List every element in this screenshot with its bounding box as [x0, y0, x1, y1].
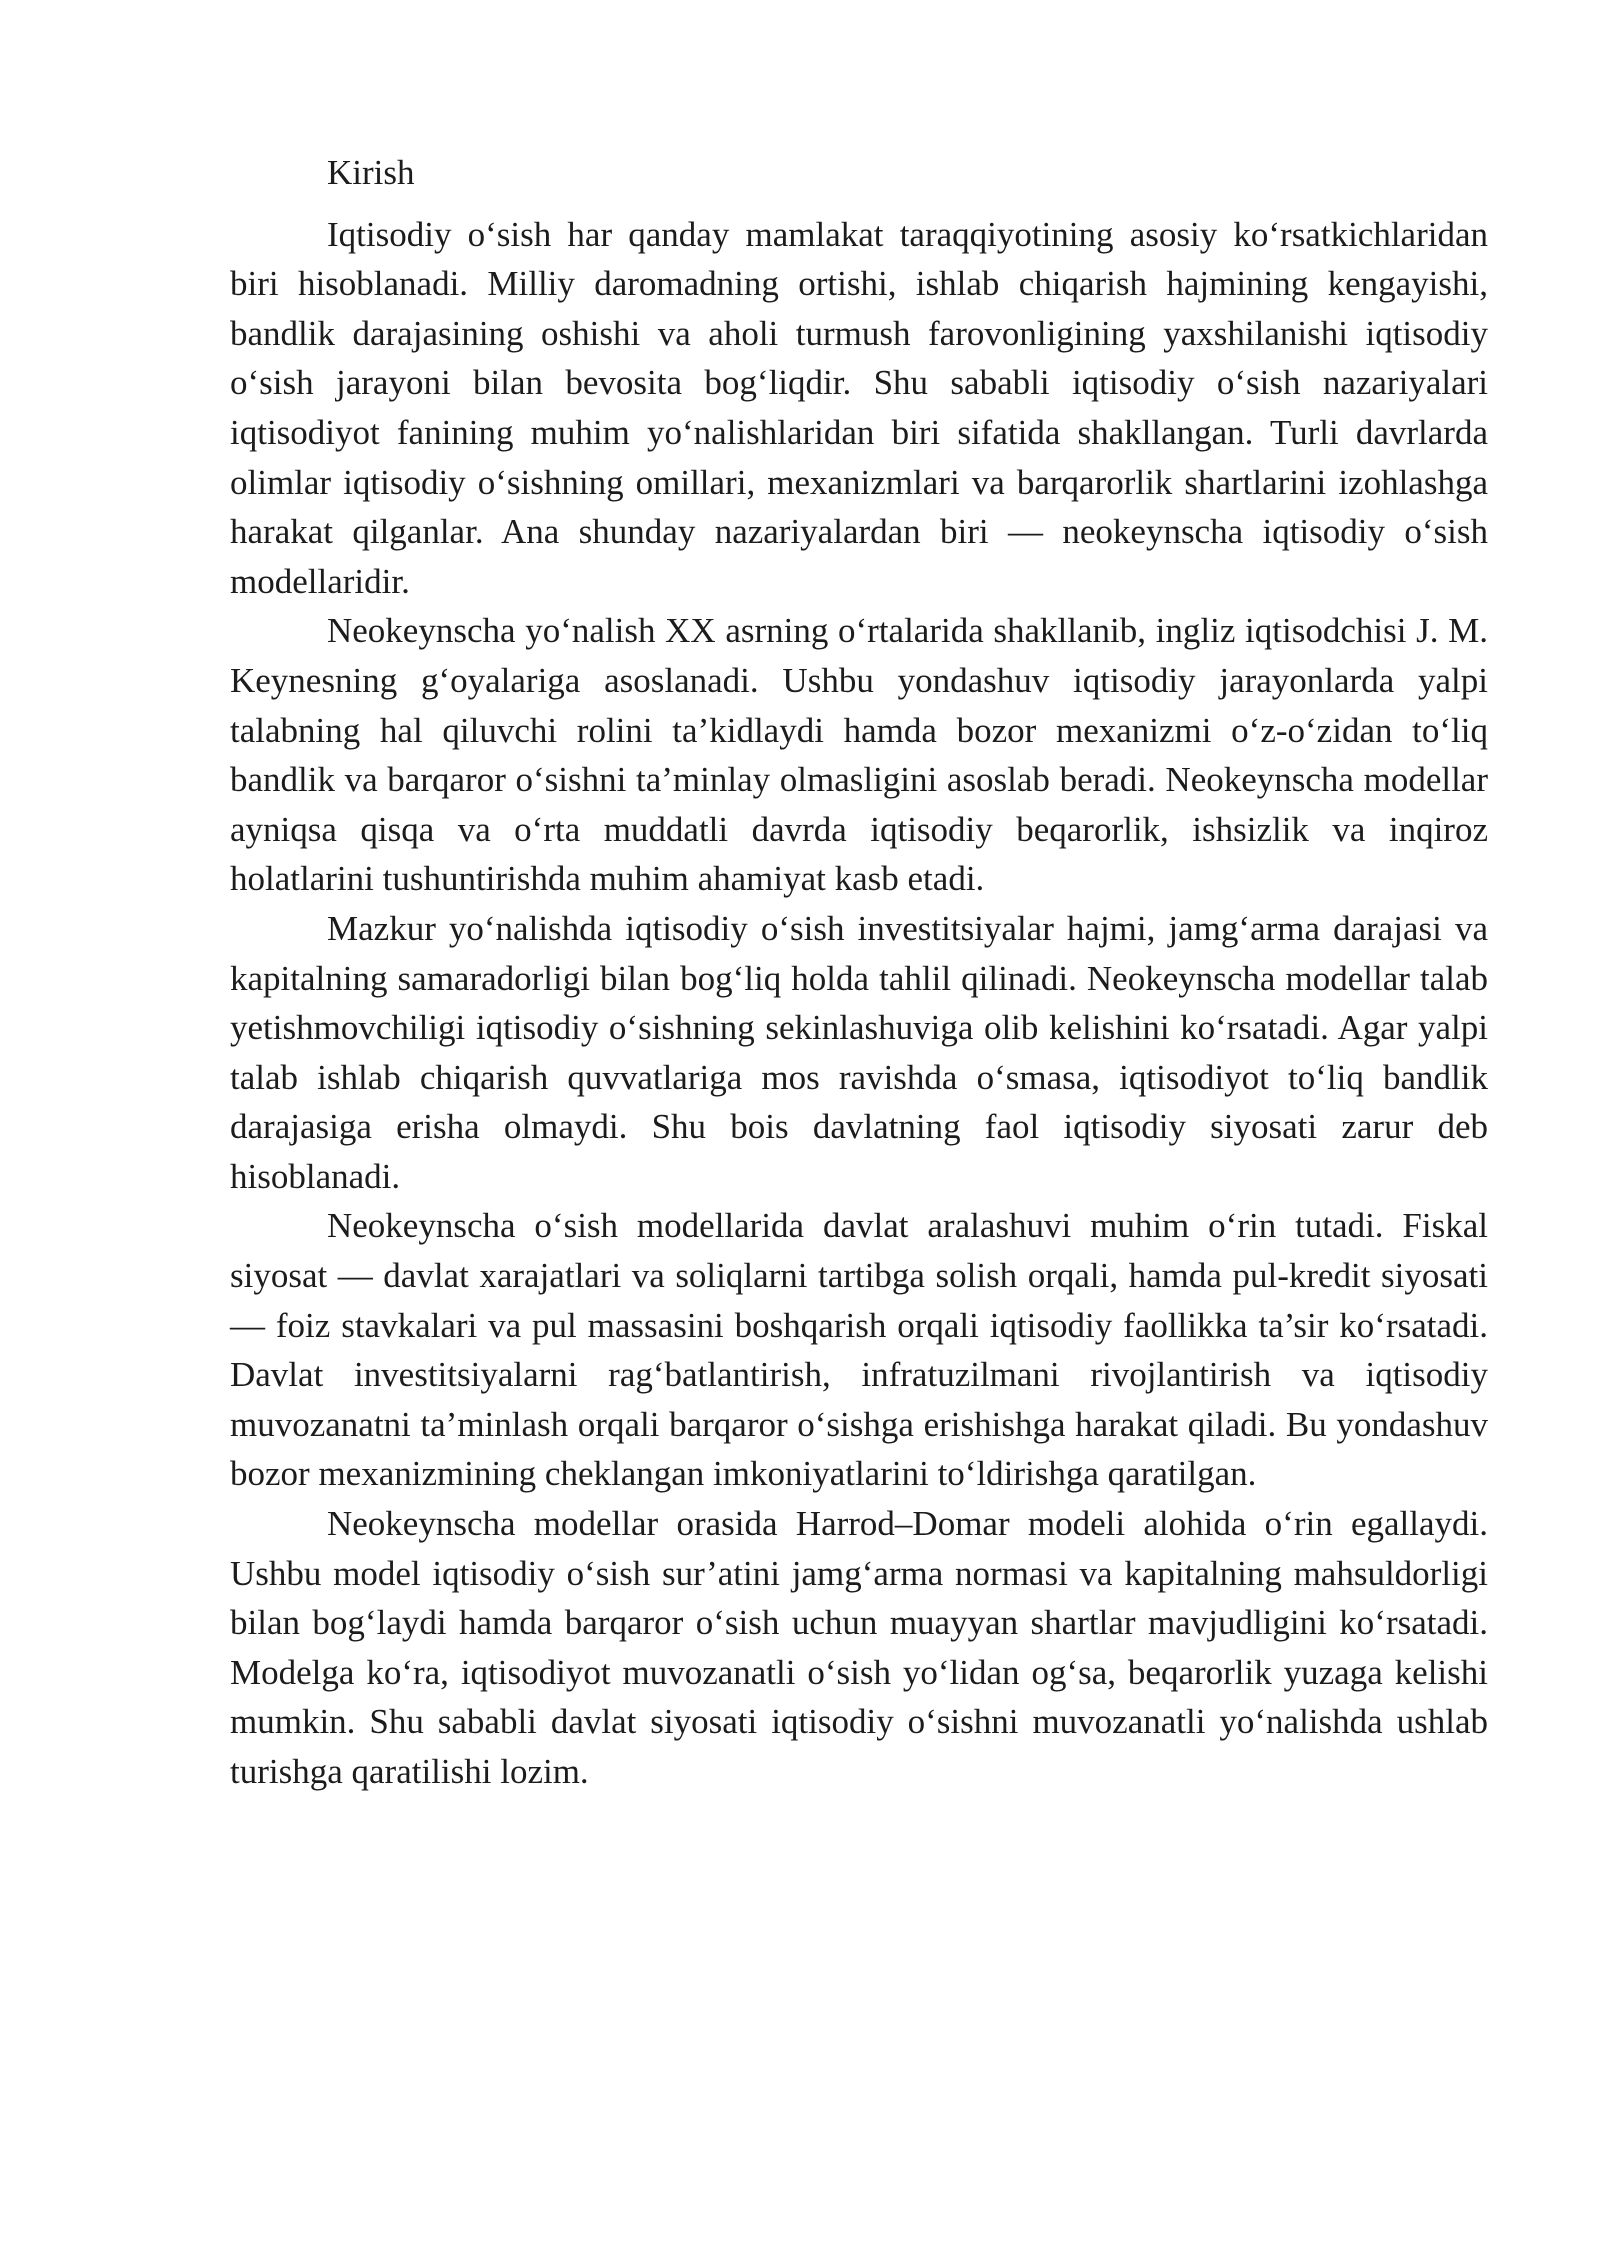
paragraph: Neokeynscha o‘sish modellarida davlat aralashuvi muhim o‘rin tutadi. Fiskal siyosat — davlat xarajatlari va soliqlarni tartibga solish orqali, hamda pul-kredit siyosati — foiz stavkalari va pul massasini boshqarish orqali iqtisodiy faollikka ta’sir ko‘rsatadi. Davlat investitsiyalarni rag‘batlantirish, infratuzilmani rivojlantirish va iqtisodiy muvozanatni ta’minlash orqali barqaror o‘sishga erishishga harakat qiladi. Bu yondashuv bozor mexanizmining cheklangan imkoniyatlarini to‘ldirishga qaratilgan. — [230, 1206, 1488, 1494]
paragraph: Mazkur yo‘nalishda iqtisodiy o‘sish investitsiyalar hajmi, jamg‘arma darajasi va kapitalning samaradorligi bilan bog‘liq holda tahlil qilinadi. Neokeynscha modellar talab yetishmovchiligi iqtisodiy o‘sishning sekinlashuviga olib kelishini ko‘rsatadi. Agar yalpi talab ishlab chiqarish quvvatlariga mos ravishda o‘smasa, iqtisodiyot to‘liq bandlik darajasiga erisha olmaydi. Shu bois davlatning faol iqtisodiy siyosati zarur deb hisoblanadi. — [230, 908, 1488, 1196]
paragraph: Neokeynscha modellar orasida Harrod–Domar modeli alohida o‘rin egallaydi. Ushbu model iqtisodiy o‘sish sur’atini jamg‘arma normasi va kapitalning mahsuldorligi bilan bog‘laydi hamda barqaror o‘sish uchun muayyan shartlar mavjudligini ko‘rsatadi. Modelga ko‘ra, iqtisodiyot muvozanatli o‘sish yo‘lidan og‘sa, beqarorlik yuzaga kelishi mumkin. Shu sababli davlat siyosati iqtisodiy o‘sishni muvozanatli yo‘nalishda ushlab turishga qaratilishi lozim. — [230, 1504, 1488, 1791]
section-heading: Kirish — [327, 153, 415, 192]
paragraph: Neokeynscha yo‘nalish XX asrning o‘rtalarida shakllanib, ingliz iqtisodchisi J. M. Keynesning g‘oyalariga asoslanadi. Ushbu yondashuv iqtisodiy jarayonlarda yalpi talabning hal qiluvchi rolini ta’kidlaydi hamda bozor mexanizmi o‘z-o‘zidan to‘liq bandlik va barqaror o‘sishni ta’minlay olmasligini asoslab beradi. Neokeynscha modellar ayniqsa qisqa va o‘rta muddatli davrda iqtisodiy beqarorlik, ishsizlik va inqiroz holatlarini tushuntirishda muhim ahamiyat kasb etadi. — [230, 611, 1488, 899]
document-body — [230, 148, 1488, 1797]
paragraph: Iqtisodiy o‘sish har qanday mamlakat taraqqiyotining asosiy ko‘rsatkichlaridan biri hisoblanadi. Milliy daromadning ortishi, ishlab chiqarish hajmining kengayishi, bandlik darajasining oshishi va aholi turmush farovonligining yaxshilanishi iqtisodiy o‘sish jarayoni bilan bevosita bog‘liqdir. Shu sababli iqtisodiy o‘sish nazariyalari iqtisodiyot fanining muhim yo‘nalishlaridan biri sifatida shakllangan. Turli davrlarda olimlar iqtisodiy o‘sishning omillari, mexanizmlari va barqarorlik shartlarini izohlashga harakat qilganlar. Ana shunday nazariyalardan biri — neokeynscha iqtisodiy o‘sish modellaridir. — [230, 214, 1488, 601]
